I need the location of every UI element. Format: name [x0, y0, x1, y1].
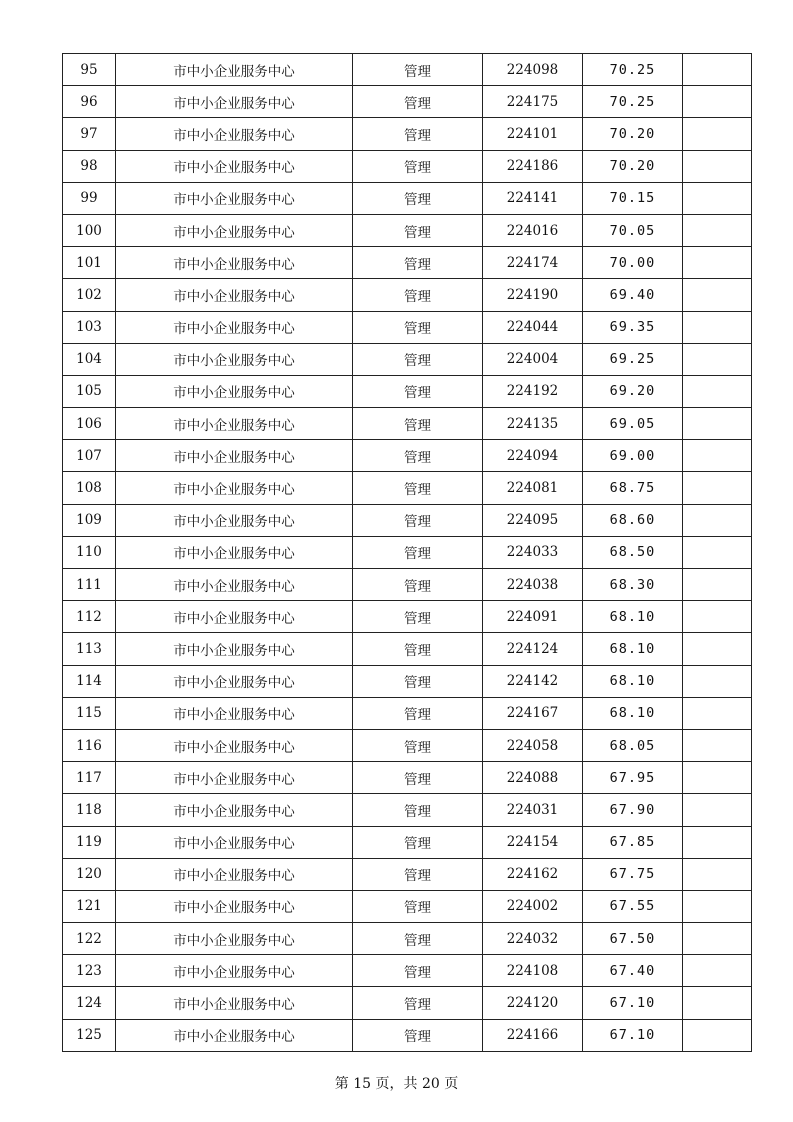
score-cell: 70.05 [583, 214, 683, 246]
note-cell [683, 729, 752, 761]
row-number-cell: 125 [63, 1019, 116, 1051]
note-cell [683, 794, 752, 826]
post-cell: 管理 [353, 375, 483, 407]
score-cell: 67.75 [583, 858, 683, 890]
row-number-cell: 107 [63, 440, 116, 472]
score-cell: 69.40 [583, 279, 683, 311]
table-row [63, 601, 752, 633]
note-cell [683, 762, 752, 794]
unit-cell: 市中小企业服务中心 [116, 86, 353, 118]
exam-id-cell: 224091 [483, 601, 583, 633]
note-cell [683, 54, 752, 86]
unit-cell: 市中小企业服务中心 [116, 601, 353, 633]
note-cell [683, 858, 752, 890]
unit-cell: 市中小企业服务中心 [116, 247, 353, 279]
score-cell: 67.50 [583, 923, 683, 955]
note-cell [683, 440, 752, 472]
unit-cell: 市中小企业服务中心 [116, 665, 353, 697]
unit-cell: 市中小企业服务中心 [116, 279, 353, 311]
row-number-cell: 121 [63, 890, 116, 922]
score-cell: 70.15 [583, 182, 683, 214]
table-row [63, 858, 752, 890]
post-cell: 管理 [353, 826, 483, 858]
note-cell [683, 665, 752, 697]
table-row [63, 214, 752, 246]
post-cell: 管理 [353, 504, 483, 536]
note-cell [683, 214, 752, 246]
table-row [63, 343, 752, 375]
post-cell: 管理 [353, 890, 483, 922]
post-cell: 管理 [353, 665, 483, 697]
unit-cell: 市中小企业服务中心 [116, 762, 353, 794]
post-cell: 管理 [353, 794, 483, 826]
note-cell [683, 826, 752, 858]
table-row [63, 440, 752, 472]
post-cell: 管理 [353, 569, 483, 601]
unit-cell: 市中小企业服务中心 [116, 826, 353, 858]
table-row [63, 504, 752, 536]
exam-id-cell: 224095 [483, 504, 583, 536]
exam-id-cell: 224081 [483, 472, 583, 504]
score-cell: 68.60 [583, 504, 683, 536]
exam-id-cell: 224135 [483, 408, 583, 440]
score-cell: 67.55 [583, 890, 683, 922]
post-cell: 管理 [353, 311, 483, 343]
exam-id-cell: 224141 [483, 182, 583, 214]
exam-id-cell: 224175 [483, 86, 583, 118]
row-number-cell: 97 [63, 118, 116, 150]
table-row [63, 408, 752, 440]
unit-cell: 市中小企业服务中心 [116, 987, 353, 1019]
exam-id-cell: 224002 [483, 890, 583, 922]
note-cell [683, 247, 752, 279]
row-number-cell: 106 [63, 408, 116, 440]
row-number-cell: 122 [63, 923, 116, 955]
post-cell: 管理 [353, 536, 483, 568]
table-row [63, 375, 752, 407]
post-cell: 管理 [353, 86, 483, 118]
score-cell: 69.20 [583, 375, 683, 407]
exam-id-cell: 224058 [483, 729, 583, 761]
exam-id-cell: 224032 [483, 923, 583, 955]
post-cell: 管理 [353, 987, 483, 1019]
note-cell [683, 472, 752, 504]
score-cell: 68.05 [583, 729, 683, 761]
score-cell: 67.90 [583, 794, 683, 826]
post-cell: 管理 [353, 729, 483, 761]
unit-cell: 市中小企业服务中心 [116, 472, 353, 504]
exam-id-cell: 224167 [483, 697, 583, 729]
unit-cell: 市中小企业服务中心 [116, 1019, 353, 1051]
post-cell: 管理 [353, 343, 483, 375]
row-number-cell: 116 [63, 729, 116, 761]
post-cell: 管理 [353, 150, 483, 182]
post-cell: 管理 [353, 923, 483, 955]
row-number-cell: 101 [63, 247, 116, 279]
table-row [63, 118, 752, 150]
unit-cell: 市中小企业服务中心 [116, 955, 353, 987]
post-cell: 管理 [353, 472, 483, 504]
note-cell [683, 569, 752, 601]
post-cell: 管理 [353, 1019, 483, 1051]
score-cell: 69.25 [583, 343, 683, 375]
exam-id-cell: 224038 [483, 569, 583, 601]
row-number-cell: 100 [63, 214, 116, 246]
post-cell: 管理 [353, 858, 483, 890]
post-cell: 管理 [353, 247, 483, 279]
row-number-cell: 113 [63, 633, 116, 665]
note-cell [683, 118, 752, 150]
score-cell: 68.50 [583, 536, 683, 568]
unit-cell: 市中小企业服务中心 [116, 375, 353, 407]
score-cell: 69.00 [583, 440, 683, 472]
post-cell: 管理 [353, 762, 483, 794]
table-row [63, 311, 752, 343]
unit-cell: 市中小企业服务中心 [116, 504, 353, 536]
note-cell [683, 86, 752, 118]
row-number-cell: 99 [63, 182, 116, 214]
post-cell: 管理 [353, 118, 483, 150]
score-cell: 68.75 [583, 472, 683, 504]
note-cell [683, 987, 752, 1019]
table-row [63, 279, 752, 311]
row-number-cell: 102 [63, 279, 116, 311]
row-number-cell: 115 [63, 697, 116, 729]
table-row [63, 665, 752, 697]
score-cell: 68.10 [583, 665, 683, 697]
unit-cell: 市中小企业服务中心 [116, 54, 353, 86]
table-row [63, 729, 752, 761]
score-cell: 67.95 [583, 762, 683, 794]
note-cell [683, 923, 752, 955]
row-number-cell: 95 [63, 54, 116, 86]
note-cell [683, 343, 752, 375]
exam-id-cell: 224166 [483, 1019, 583, 1051]
table-row [63, 54, 752, 86]
unit-cell: 市中小企业服务中心 [116, 343, 353, 375]
row-number-cell: 105 [63, 375, 116, 407]
exam-id-cell: 224120 [483, 987, 583, 1019]
table-row [63, 569, 752, 601]
table-row [63, 890, 752, 922]
row-number-cell: 104 [63, 343, 116, 375]
row-number-cell: 123 [63, 955, 116, 987]
table-row [63, 1019, 752, 1051]
note-cell [683, 311, 752, 343]
unit-cell: 市中小企业服务中心 [116, 923, 353, 955]
note-cell [683, 279, 752, 311]
exam-id-cell: 224192 [483, 375, 583, 407]
score-cell: 68.10 [583, 601, 683, 633]
row-number-cell: 108 [63, 472, 116, 504]
row-number-cell: 112 [63, 601, 116, 633]
unit-cell: 市中小企业服务中心 [116, 890, 353, 922]
post-cell: 管理 [353, 633, 483, 665]
exam-id-cell: 224016 [483, 214, 583, 246]
row-number-cell: 117 [63, 762, 116, 794]
table-row [63, 762, 752, 794]
exam-id-cell: 224108 [483, 955, 583, 987]
exam-id-cell: 224088 [483, 762, 583, 794]
exam-id-cell: 224124 [483, 633, 583, 665]
post-cell: 管理 [353, 214, 483, 246]
row-number-cell: 114 [63, 665, 116, 697]
table-row [63, 182, 752, 214]
exam-id-cell: 224098 [483, 54, 583, 86]
note-cell [683, 890, 752, 922]
row-number-cell: 124 [63, 987, 116, 1019]
table-row [63, 86, 752, 118]
exam-id-cell: 224094 [483, 440, 583, 472]
exam-id-cell: 224031 [483, 794, 583, 826]
score-cell: 68.10 [583, 697, 683, 729]
note-cell [683, 955, 752, 987]
unit-cell: 市中小企业服务中心 [116, 182, 353, 214]
score-cell: 69.35 [583, 311, 683, 343]
score-cell: 67.40 [583, 955, 683, 987]
score-cell: 70.20 [583, 150, 683, 182]
score-cell: 67.10 [583, 1019, 683, 1051]
post-cell: 管理 [353, 440, 483, 472]
table-row [63, 150, 752, 182]
score-cell: 70.25 [583, 54, 683, 86]
exam-id-cell: 224174 [483, 247, 583, 279]
score-cell: 67.85 [583, 826, 683, 858]
row-number-cell: 98 [63, 150, 116, 182]
table-row [63, 987, 752, 1019]
exam-id-cell: 224004 [483, 343, 583, 375]
table-row [63, 826, 752, 858]
row-number-cell: 119 [63, 826, 116, 858]
table-row [63, 536, 752, 568]
score-cell: 69.05 [583, 408, 683, 440]
unit-cell: 市中小企业服务中心 [116, 794, 353, 826]
unit-cell: 市中小企业服务中心 [116, 440, 353, 472]
score-cell: 70.25 [583, 86, 683, 118]
unit-cell: 市中小企业服务中心 [116, 569, 353, 601]
note-cell [683, 375, 752, 407]
row-number-cell: 118 [63, 794, 116, 826]
post-cell: 管理 [353, 408, 483, 440]
note-cell [683, 150, 752, 182]
table-row [63, 697, 752, 729]
row-number-cell: 120 [63, 858, 116, 890]
note-cell [683, 697, 752, 729]
note-cell [683, 601, 752, 633]
unit-cell: 市中小企业服务中心 [116, 118, 353, 150]
table-row [63, 923, 752, 955]
unit-cell: 市中小企业服务中心 [116, 858, 353, 890]
score-table [62, 53, 752, 1052]
post-cell: 管理 [353, 601, 483, 633]
unit-cell: 市中小企业服务中心 [116, 150, 353, 182]
row-number-cell: 96 [63, 86, 116, 118]
table-row [63, 472, 752, 504]
exam-id-cell: 224044 [483, 311, 583, 343]
exam-id-cell: 224033 [483, 536, 583, 568]
note-cell [683, 633, 752, 665]
unit-cell: 市中小企业服务中心 [116, 697, 353, 729]
score-cell: 68.30 [583, 569, 683, 601]
post-cell: 管理 [353, 54, 483, 86]
post-cell: 管理 [353, 697, 483, 729]
table-row [63, 955, 752, 987]
table-row [63, 247, 752, 279]
unit-cell: 市中小企业服务中心 [116, 311, 353, 343]
note-cell [683, 182, 752, 214]
unit-cell: 市中小企业服务中心 [116, 729, 353, 761]
unit-cell: 市中小企业服务中心 [116, 633, 353, 665]
unit-cell: 市中小企业服务中心 [116, 536, 353, 568]
row-number-cell: 109 [63, 504, 116, 536]
unit-cell: 市中小企业服务中心 [116, 214, 353, 246]
exam-id-cell: 224190 [483, 279, 583, 311]
exam-id-cell: 224186 [483, 150, 583, 182]
exam-id-cell: 224162 [483, 858, 583, 890]
post-cell: 管理 [353, 955, 483, 987]
score-table-body [63, 54, 752, 1052]
note-cell [683, 408, 752, 440]
unit-cell: 市中小企业服务中心 [116, 408, 353, 440]
note-cell [683, 1019, 752, 1051]
row-number-cell: 111 [63, 569, 116, 601]
post-cell: 管理 [353, 279, 483, 311]
note-cell [683, 536, 752, 568]
exam-id-cell: 224154 [483, 826, 583, 858]
post-cell: 管理 [353, 182, 483, 214]
row-number-cell: 110 [63, 536, 116, 568]
exam-id-cell: 224142 [483, 665, 583, 697]
score-cell: 70.00 [583, 247, 683, 279]
score-cell: 68.10 [583, 633, 683, 665]
score-cell: 67.10 [583, 987, 683, 1019]
score-cell: 70.20 [583, 118, 683, 150]
note-cell [683, 504, 752, 536]
row-number-cell: 103 [63, 311, 116, 343]
page-footer: 第 15 页，共 20 页 [334, 1076, 459, 1092]
exam-id-cell: 224101 [483, 118, 583, 150]
table-row [63, 633, 752, 665]
table-row [63, 794, 752, 826]
